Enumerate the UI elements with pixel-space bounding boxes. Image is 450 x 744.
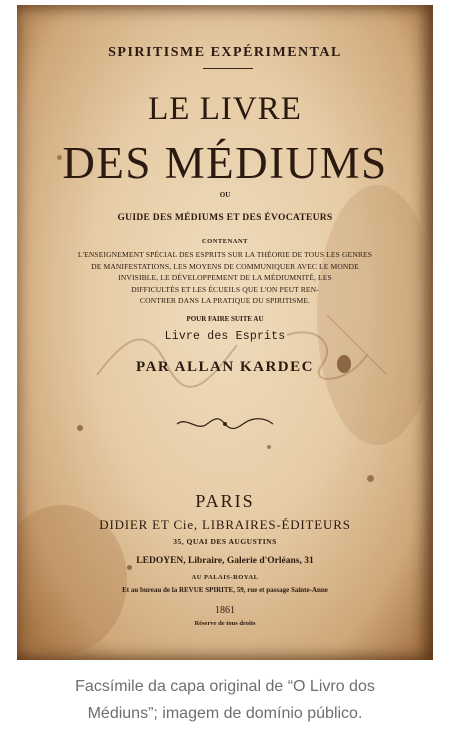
stain [367, 475, 374, 482]
series-title: SPIRITISME EXPÉRIMENTAL [108, 45, 342, 60]
description-line: INVISIBLE, LE DÉVELOPPEMENT DE LA MÉDIUMNITÉ, LES [118, 273, 332, 283]
bookseller: LEDOYEN, Libraire, Galerie d'Orléans, 31 [136, 556, 314, 566]
description-line: DIFFICULTÉS ET LES ÉCUEILS QUE L'ON PEUT REN- [131, 284, 319, 294]
ou-label: OU [219, 191, 231, 199]
publisher-address: 35, QUAI DES AUGUSTINS [173, 537, 277, 546]
stain [267, 445, 271, 449]
subtitle: GUIDE DES MÉDIUMS ET DES ÉVOCATEURS [117, 213, 333, 223]
caption-line: Médiuns”; imagem de domínio público. [87, 705, 363, 722]
revue-spirite-address: Et au bureau de la REVUE SPIRITE, 59, rue et passage Sainte-Anne [122, 586, 328, 594]
livre-des-esprits: Livre des Esprits [164, 330, 286, 343]
publication-year: 1861 [215, 605, 235, 616]
rights-notice: Réserve de tous droits [194, 620, 256, 627]
stain [77, 425, 83, 431]
author: PAR ALLAN KARDEC [136, 359, 314, 375]
publisher: DIDIER ET Cie, LIBRAIRES-ÉDITEURS [99, 517, 351, 532]
city: PARIS [195, 491, 255, 511]
title-line-1: LE LIVRE [148, 91, 302, 127]
description-paragraph [52, 249, 398, 307]
pour-faire-suite: POUR FAIRE SUITE AU [186, 315, 264, 323]
palais-royal: AU PALAIS-ROYAL [191, 574, 259, 581]
caption-line: Facsímile da capa original de “O Livro dos [75, 678, 375, 695]
ornament-flourish [175, 414, 275, 434]
contenant-label: CONTENANT [201, 238, 249, 245]
divider [203, 68, 253, 69]
description-line: CONTRER DANS LA PRATIQUE DU SPIRITISME. [139, 296, 311, 306]
description-line: L'ENSEIGNEMENT SPÉCIAL DES ESPRITS SUR LA THÉORIE DE TOUS LES GENRES [77, 250, 373, 259]
title-line-2: DES MÉDIUMS [62, 138, 388, 188]
image-caption [0, 673, 450, 727]
book-cover-facsimile [17, 5, 433, 660]
description-line: DE MANIFESTATIONS, LES MOYENS DE COMMUNIQUER AVEC LE MONDE [91, 261, 359, 271]
